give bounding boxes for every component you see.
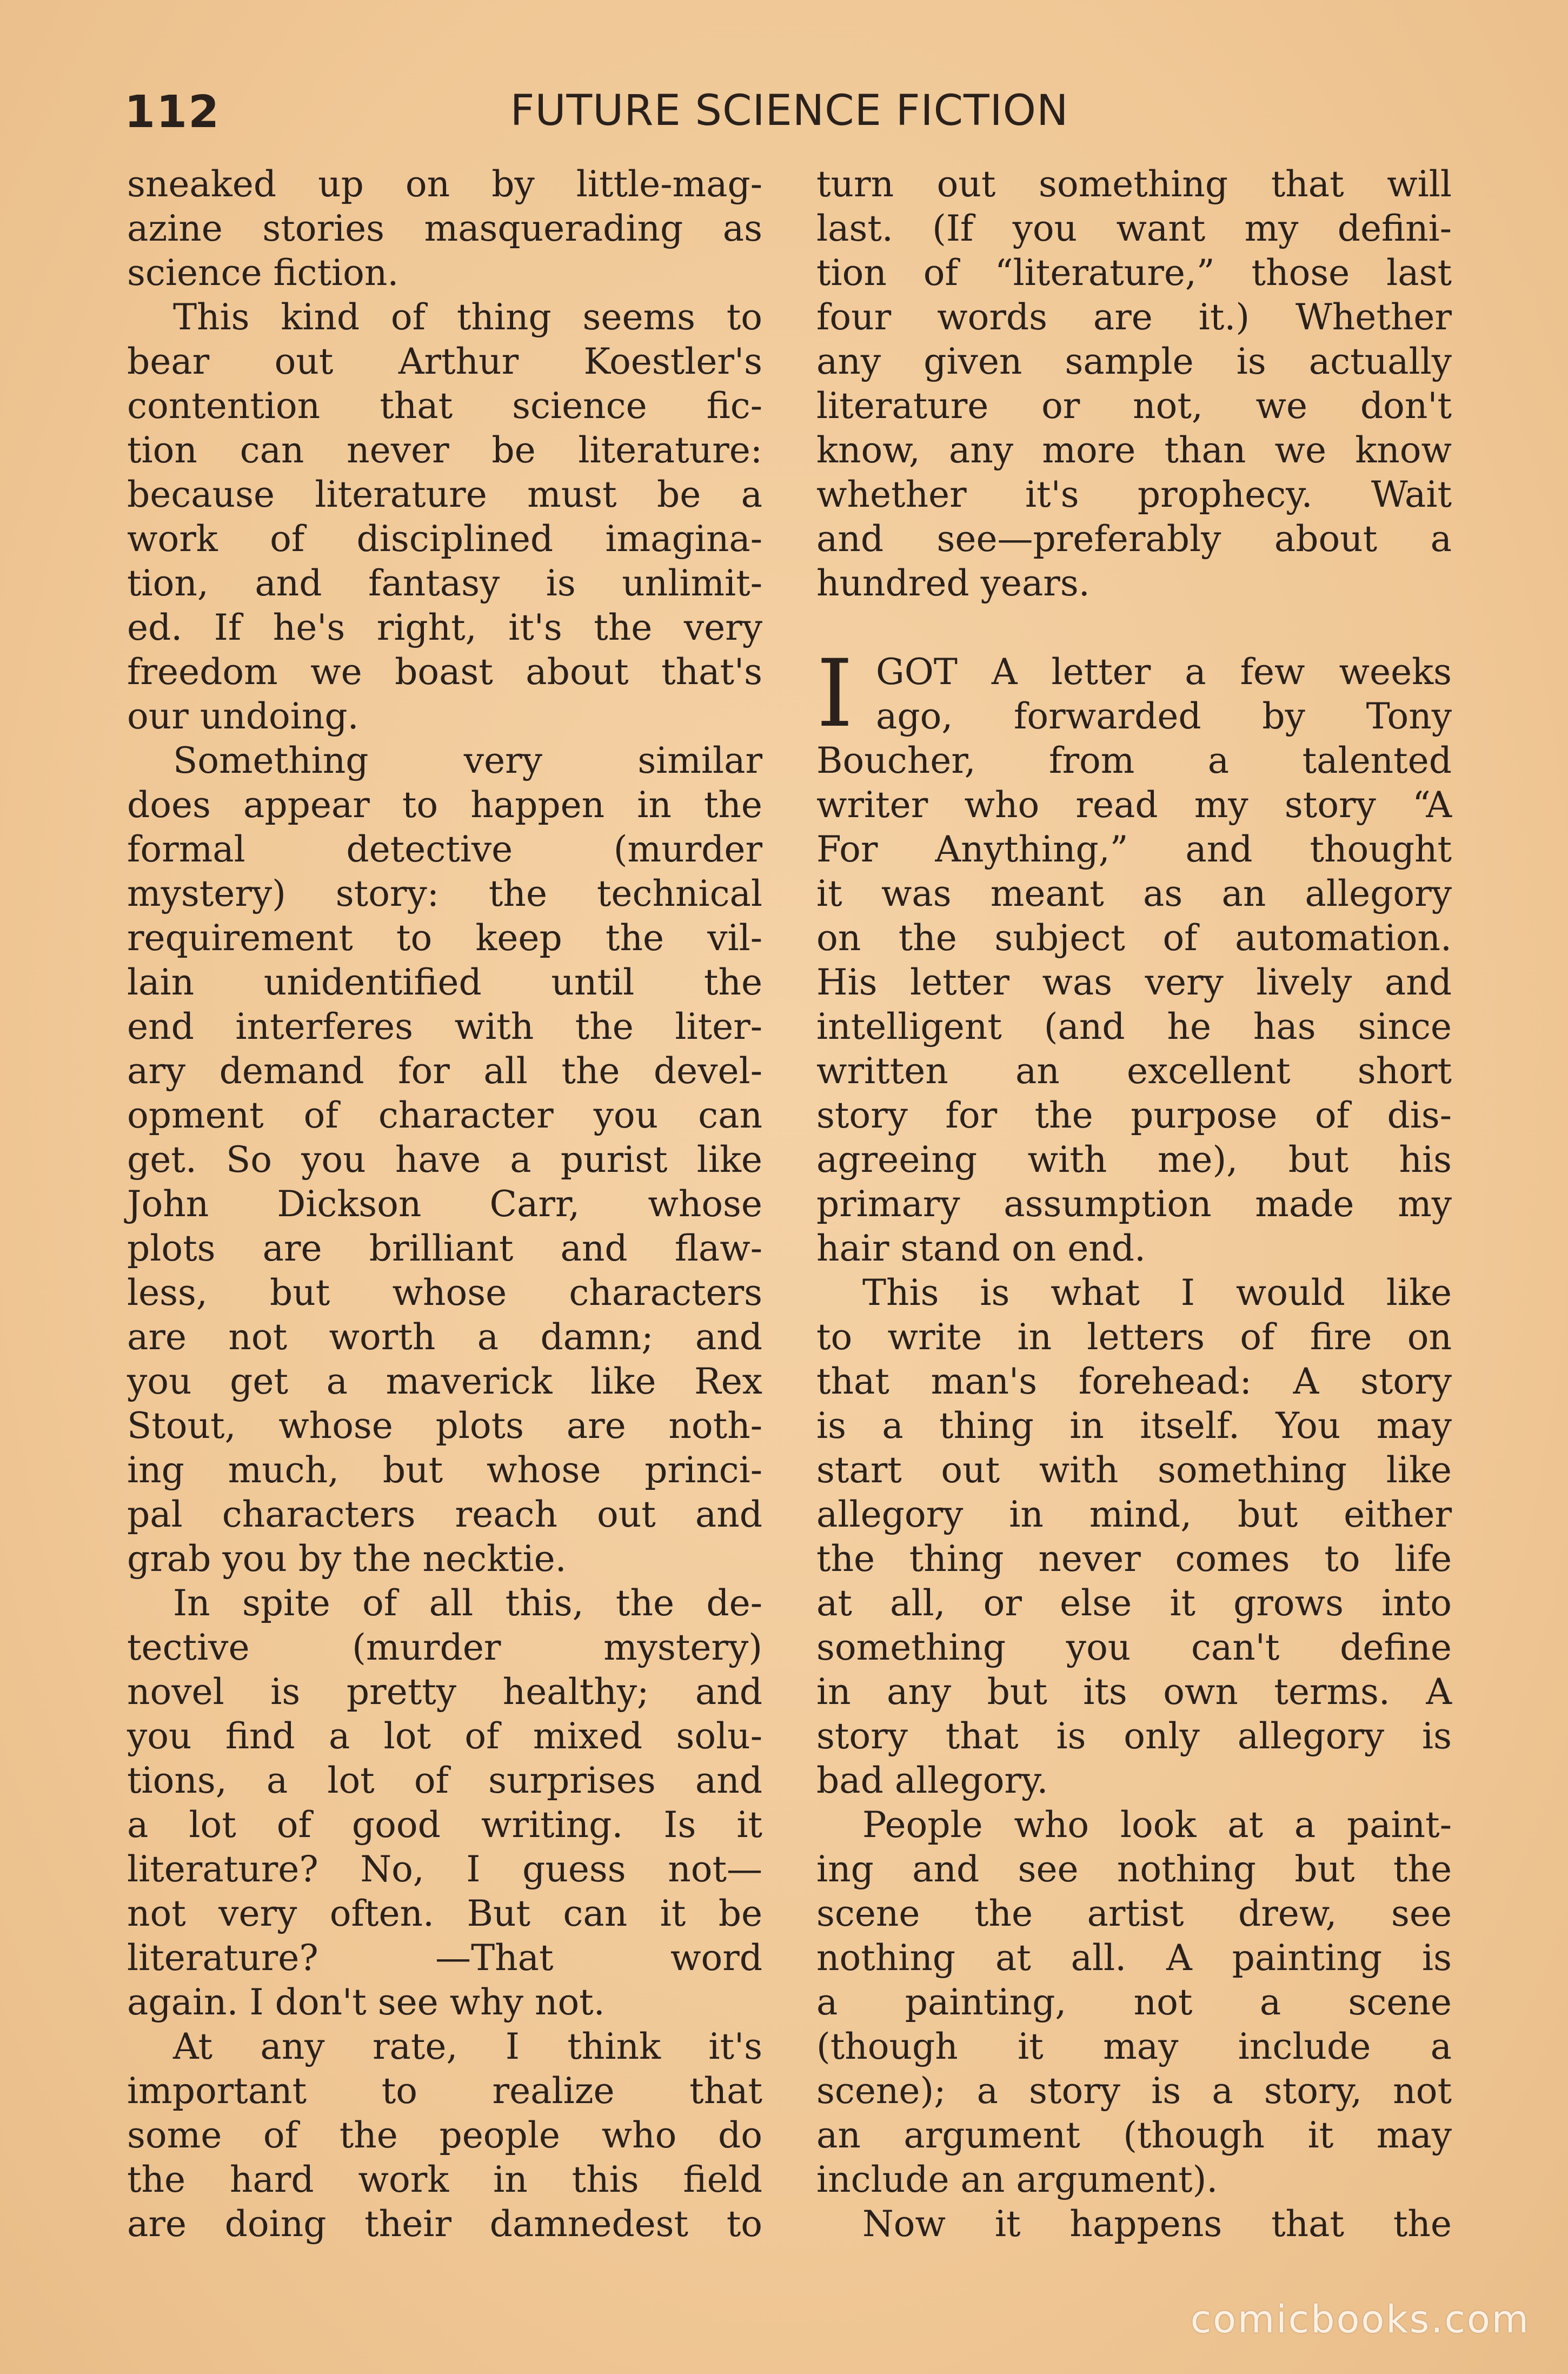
text-line: not very often. But can it be <box>127 1893 762 1934</box>
page-header <box>124 87 1454 146</box>
text-line: ing much, but whose princi- <box>127 1449 762 1491</box>
text-line: story for the purpose of dis- <box>816 1095 1452 1136</box>
text-line: hair stand on end. <box>816 1228 1146 1269</box>
text-line: bad allegory. <box>816 1760 1048 1801</box>
text-line: bear out Arthur Koestler's <box>127 341 762 382</box>
text-line: allegory in mind, but either <box>816 1494 1452 1535</box>
watermark: comicbooks.com <box>1190 2297 1530 2342</box>
text-line: literature or not, we don't <box>816 385 1452 427</box>
text-line: on the subject of automation. <box>816 917 1452 959</box>
text-line: agreeing with me), but his <box>816 1139 1452 1181</box>
text-line: formal detective (murder <box>127 828 762 870</box>
text-line: pal characters reach out and <box>127 1494 762 1535</box>
text-line: something you can't define <box>816 1627 1452 1668</box>
text-line: For Anything,” and thought <box>816 828 1452 870</box>
text-line: hundred years. <box>816 562 1090 604</box>
text-line: you get a maverick like Rex <box>127 1361 762 1402</box>
text-line: last. (If you want my defini- <box>816 208 1452 249</box>
section-break <box>816 606 1452 650</box>
text-line: a painting, not a scene <box>816 1981 1452 2023</box>
text-line: This is what I would like <box>862 1272 1452 1314</box>
text-line: some of the people who do <box>127 2114 762 2156</box>
text-line: at all, or else it grows into <box>816 1582 1452 1624</box>
text-line: GOT A letter a few weeks <box>876 651 1452 693</box>
text-line: freedom we boast about that's <box>127 651 762 693</box>
text-line: tions, a lot of surprises and <box>127 1760 762 1801</box>
text-line: written an excellent short <box>816 1050 1452 1092</box>
text-line: lain unidentified until the <box>127 961 762 1003</box>
text-line: a lot of good writing. Is it <box>127 1804 762 1846</box>
text-line: you find a lot of mixed solu- <box>127 1715 762 1757</box>
text-line: science fiction. <box>127 252 399 294</box>
section-two-opening <box>816 639 1452 748</box>
text-line: tion of “literature,” those last <box>816 252 1452 294</box>
text-line: start out with something like <box>816 1449 1452 1491</box>
text-line: to write in letters of fire on <box>816 1316 1452 1358</box>
text-line: writer who read my story “A <box>816 784 1452 826</box>
left-column <box>127 162 762 2246</box>
text-line: that man's forehead: A story <box>816 1361 1452 1402</box>
text-line: azine stories masquerading as <box>127 208 762 249</box>
text-line: does appear to happen in the <box>127 784 762 826</box>
text-line: less, but whose characters <box>127 1272 762 1314</box>
text-line: requirement to keep the vil- <box>127 917 762 959</box>
text-line: grab you by the necktie. <box>127 1538 567 1580</box>
text-line: scene); a story is a story, not <box>816 2070 1452 2112</box>
text-line: primary assumption made my <box>816 1183 1452 1225</box>
text-line: story that is only allegory is <box>816 1715 1452 1757</box>
text-line: Something very similar <box>173 740 762 781</box>
text-line: tion can never be literature: <box>127 429 762 471</box>
text-line: ed. If he's right, it's the very <box>127 607 762 648</box>
text-line: include an argument). <box>816 2159 1218 2200</box>
text-line: John Dickson Carr, whose <box>127 1183 762 1225</box>
text-line: an argument (though it may <box>816 2114 1452 2156</box>
text-line: sneaked up on by little-mag- <box>127 163 762 205</box>
text-line: ing and see nothing but the <box>816 1848 1452 1890</box>
text-line: Now it happens that the <box>862 2203 1452 2245</box>
text-line: In spite of all this, the de- <box>173 1582 762 1624</box>
text-line: Boucher, from a talented <box>816 740 1452 781</box>
text-line: the hard work in this field <box>127 2159 762 2200</box>
drop-cap: I <box>816 639 853 748</box>
text-line: it was meant as an allegory <box>816 873 1452 914</box>
text-line: are not worth a damn; and <box>127 1316 762 1358</box>
text-line: is a thing in itself. You may <box>816 1405 1452 1447</box>
text-line: get. So you have a purist like <box>127 1139 762 1181</box>
drop-cap-lines <box>816 639 1452 748</box>
text-line: plots are brilliant and flaw- <box>127 1228 762 1269</box>
text-line: intelligent (and he has since <box>816 1006 1452 1047</box>
text-line: the thing never comes to life <box>816 1538 1452 1580</box>
text-line: tion, and fantasy is unlimit- <box>127 562 762 604</box>
text-line: contention that science fic- <box>127 385 762 427</box>
text-line: ary demand for all the devel- <box>127 1050 762 1092</box>
text-line: literature? No, I guess not— <box>127 1848 762 1890</box>
text-line: turn out something that will <box>816 163 1452 205</box>
right-column <box>816 162 1452 2246</box>
right-column-top-text <box>816 162 1452 606</box>
text-line: because literature must be a <box>127 474 762 515</box>
text-line: His letter was very lively and <box>816 961 1452 1003</box>
text-line: Stout, whose plots are noth- <box>127 1405 762 1447</box>
text-line: know, any more than we know <box>816 429 1452 471</box>
text-line: opment of character you can <box>127 1095 762 1136</box>
text-line: end interferes with the liter- <box>127 1006 762 1047</box>
text-line: novel is pretty healthy; and <box>127 1671 762 1713</box>
text-line: This kind of thing seems to <box>173 296 762 338</box>
text-line: and see—preferably about a <box>816 518 1452 560</box>
text-line: are doing their damnedest to <box>127 2203 762 2245</box>
text-line: work of disciplined imagina- <box>127 518 762 560</box>
text-line: At any rate, I think it's <box>173 2026 762 2067</box>
text-line: tective (murder mystery) <box>127 1627 762 1668</box>
text-line: our undoing. <box>127 695 359 737</box>
section-two-text <box>816 739 1452 2246</box>
text-line: whether it's prophecy. Wait <box>816 474 1452 515</box>
text-line: four words are it.) Whether <box>816 296 1452 338</box>
text-line: in any but its own terms. A <box>816 1671 1452 1713</box>
text-line: important to realize that <box>127 2070 762 2112</box>
text-line: literature? —That word <box>127 1937 762 1979</box>
text-line: again. I don't see why not. <box>127 1981 605 2023</box>
page-number: 112 <box>124 87 221 138</box>
text-line: mystery) story: the technical <box>127 873 762 914</box>
text-line: People who look at a paint- <box>862 1804 1452 1846</box>
running-title: FUTURE SCIENCE FICTION <box>510 87 1069 135</box>
text-line: ago, forwarded by Tony <box>876 695 1452 737</box>
text-line: (though it may include a <box>816 2026 1452 2067</box>
text-line: scene the artist drew, see <box>816 1893 1452 1934</box>
text-line: nothing at all. A painting is <box>816 1937 1452 1979</box>
text-line: any given sample is actually <box>816 341 1452 382</box>
